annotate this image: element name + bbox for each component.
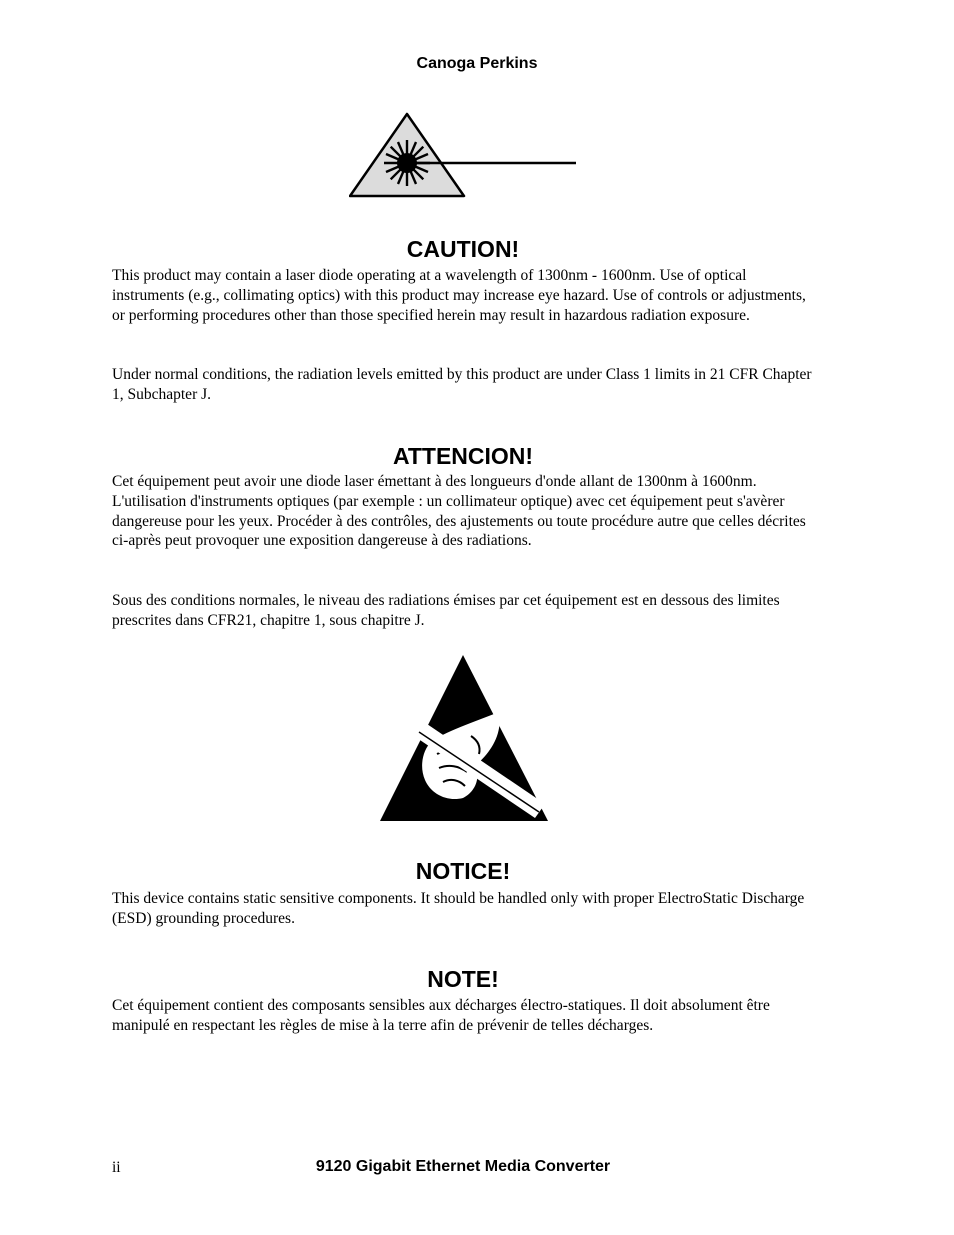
- page-number: ii: [112, 1159, 121, 1176]
- note-heading: NOTE!: [427, 966, 499, 992]
- attencion-paragraph-1: Cet équipement peut avoir une diode laser émettant à des longueurs d'onde allant de 1300nm à 1600nm. L'utilisation d'instruments optiques (par exemple : un collimateur optique) avec cet équipement peut s'avèrer dangereuse pour les yeux. Procéder à des contrôles, des ajustements ou toute procédure autre que celles décrites ci-après peut provoquer une exposition dangereuse à des radiations.: [112, 473, 806, 550]
- notice-heading: NOTICE!: [415, 858, 511, 884]
- attencion-heading: ATTENCION!: [392, 443, 534, 469]
- caution-paragraph-2: Under normal conditions, the radiation levels emitted by this product are under Class 1 limits in 21 CFR Chapter 1, Subchapter J.: [112, 366, 812, 403]
- laser-warning-icon: [349, 110, 579, 200]
- attencion-paragraph-2: Sous des conditions normales, le niveau des radiations émises par cet équipement est en dessous des limites prescrites dans CFR21, chapitre 1, sous chapitre J.: [112, 592, 780, 629]
- page-header: Canoga Perkins: [416, 55, 538, 72]
- caution-paragraph-1: This product may contain a laser diode operating at a wavelength of 1300nm - 1600nm. Use of optical instruments (e.g., collimating optics) with this product may increase eye hazard. Use of controls or adjustments, or performing procedures other than those specified herein may result in hazardous radiation exposure.: [112, 267, 806, 324]
- caution-heading: CAUTION!: [406, 236, 520, 262]
- note-paragraph: Cet équipement contient des composants sensibles aux décharges électro-statiques. Il doit absolument être manipulé en respectant les règles de mise à la terre afin de prévenir de telles décharges.: [112, 997, 770, 1034]
- document-title: 9120 Gigabit Ethernet Media Converter: [315, 1158, 611, 1175]
- esd-warning-icon: [379, 654, 549, 822]
- notice-paragraph: This device contains static sensitive components. It should be handled only with proper ElectroStatic Discharge (ESD) grounding procedures.: [112, 890, 805, 927]
